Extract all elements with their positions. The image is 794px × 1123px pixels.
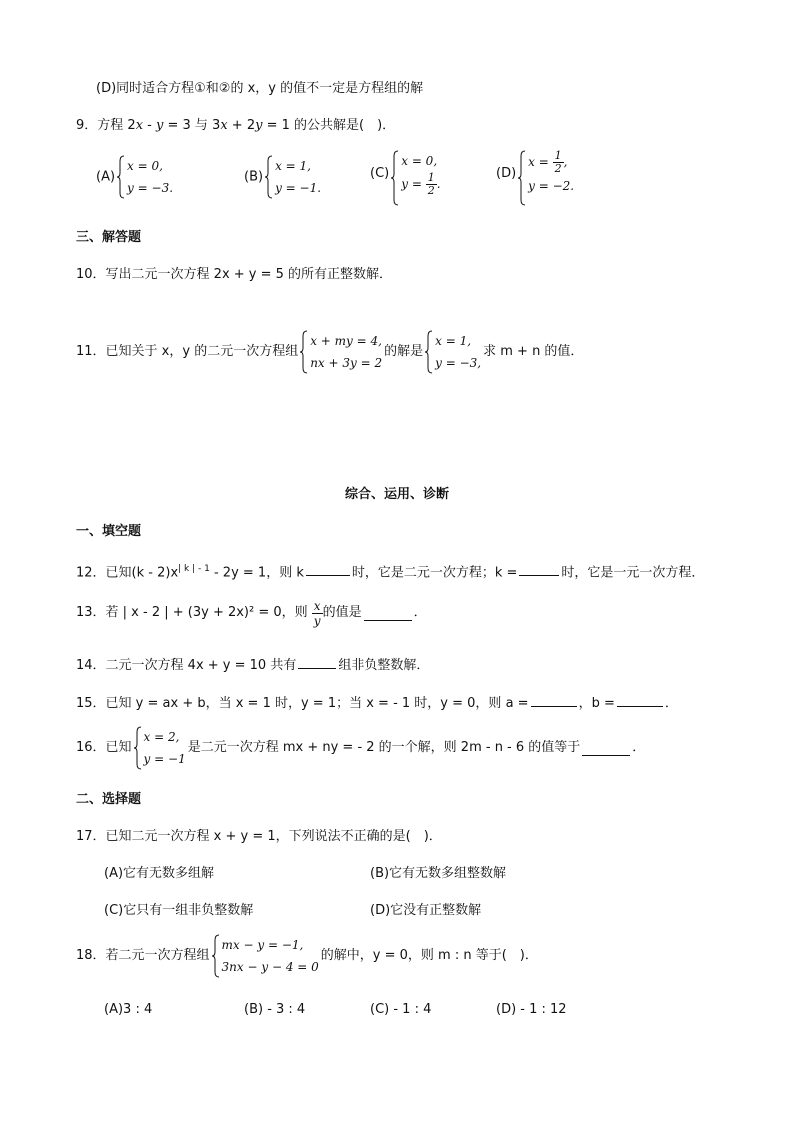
q17-option-d: (D)它没有正整数解	[370, 903, 482, 918]
equation-system: x = 1, y = −1.	[265, 155, 321, 199]
q14-stem: 14．二元一次方程 4x + y = 10 共有 组非负整数解．	[76, 654, 429, 675]
q13-stem: 13．若 | x - 2 | + (3y + 2x)² = 0，则 $\frac{x}{y}$ 的值是 ．	[76, 598, 427, 628]
equation-system: x = 0, y = $\frac{1}{2}$ .	[391, 150, 440, 197]
q17-option-b: (B)它有无数多组整数解	[370, 866, 507, 881]
equation-system: x = 2, y = −1	[134, 726, 186, 770]
q17-option-c: (C)它只有一组非负整数解	[104, 903, 254, 918]
q11-stem: 11．已知关于 x，y 的二元一次方程组 x + my = 4, nx + 3y = 2 的解是 x = 1, y = −3, 求 m + n 的值．	[76, 330, 583, 374]
brace-icon	[134, 726, 142, 770]
q9-option-b: (B) x = 1, y = −1.	[244, 155, 323, 199]
brace-icon	[425, 330, 433, 374]
answer-blank	[298, 654, 336, 669]
q8-option-d: (D)同时适合方程①和②的 x，y 的值不一定是方程组的解	[96, 81, 424, 96]
answer-blank	[531, 692, 577, 707]
q9-option-a: (A) x = 0, y = −3.	[96, 155, 175, 199]
q9-option-c: (C) x = 0, y = $\frac{1}{2}$ .	[370, 150, 443, 197]
q9-stem: 9．方程 2x - y = 3 与 3x + 2y = 1 的公共解是( )．	[76, 118, 396, 133]
equation-system: mx − y = −1, 3nx − y − 4 = 0	[212, 934, 319, 978]
equation-system: x = $\frac{1}{2}$ , y = −2.	[518, 150, 574, 197]
answer-blank	[617, 692, 663, 707]
answer-blank	[582, 741, 630, 756]
brace-icon	[265, 155, 273, 199]
brace-icon	[117, 155, 125, 199]
section-heading-choice: 二、选择题	[76, 792, 142, 807]
q18-option-a: (A)3 : 4	[104, 1002, 153, 1017]
q16-stem: 16．已知 x = 2, y = −1 是二元一次方程 mx + ny = - 2 的一个解，则 2m - n - 6 的值等于 ．	[76, 726, 645, 770]
answer-blank	[306, 561, 350, 576]
q9-option-d: (D) x = $\frac{1}{2}$ , y = −2.	[496, 150, 576, 197]
section-heading-fill: 一、填空题	[76, 524, 142, 539]
q12-stem: 12．已知$(k - 2)x^{| k | - 1} - 2y = 1$，则 k 时，它是二元一次方程；k = 时，它是一元一次方程．	[76, 560, 704, 582]
equation-system: x = 1, y = −3,	[425, 330, 481, 374]
q17-option-a: (A)它有无数多组解	[104, 866, 215, 881]
q18-option-c: (C) - 1 : 4	[370, 1002, 432, 1017]
section-heading-answer: 三、解答题	[76, 230, 142, 245]
brace-icon	[518, 150, 526, 206]
q17-stem: 17．已知二元一次方程 x + y = 1，下列说法不正确的是( )．	[76, 829, 442, 844]
brace-icon	[300, 330, 308, 374]
brace-icon	[212, 934, 220, 978]
equation-system: x + my = 4, nx + 3y = 2	[300, 330, 382, 374]
q18-option-d: (D) - 1 : 12	[496, 1002, 567, 1017]
q18-stem: 18．若二元一次方程组 mx − y = −1, 3nx − y − 4 = 0 的解中，y = 0，则 m : n 等于( )．	[76, 934, 538, 978]
q15-stem: 15．已知 y = ax + b，当 x = 1 时，y = 1；当 x = - 1 时，y = 0，则 a = ，b = ．	[76, 692, 678, 713]
brace-icon	[391, 150, 399, 206]
q10-stem: 10．写出二元一次方程 2x + y = 5 的所有正整数解．	[76, 267, 393, 282]
answer-blank	[364, 606, 412, 621]
q18-option-b: (B) - 3 : 4	[244, 1002, 306, 1017]
answer-blank	[519, 561, 559, 576]
page-title: 综合、运用、诊断	[344, 487, 449, 502]
equation-system: x = 0, y = −3.	[117, 155, 173, 199]
